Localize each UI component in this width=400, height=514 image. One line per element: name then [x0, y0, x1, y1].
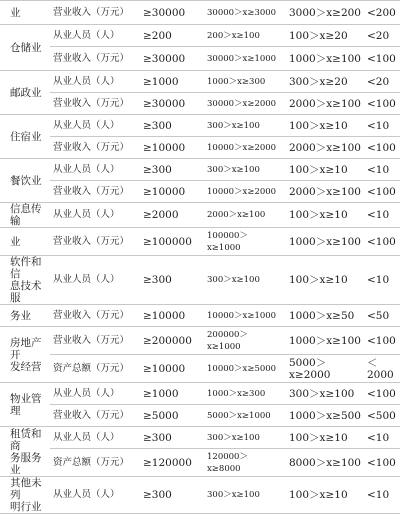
table-row — [0, 449, 400, 477]
large-threshold-cell: ≥30000 — [140, 47, 204, 71]
micro-threshold-cell: <100 — [364, 228, 400, 256]
large-threshold-cell: ≥300 — [140, 256, 204, 305]
small-range-cell: 100＞x≥10 — [286, 427, 364, 449]
small-range-cell: 5000＞ x≥2000 — [286, 355, 364, 383]
table-row — [0, 47, 400, 71]
indicator-cell: 营业收入（万元） — [50, 93, 140, 115]
medium-range-cell: 2000＞x≥100 — [204, 203, 286, 228]
small-range-cell: 1000＞x≥100 — [286, 47, 364, 71]
small-range-cell: 300＞x≥20 — [286, 71, 364, 93]
large-threshold-cell: ≥10000 — [140, 305, 204, 327]
indicator-cell: 资产总额（万元） — [50, 449, 140, 477]
large-threshold-cell: ≥200000 — [140, 327, 204, 355]
micro-threshold-cell: <100 — [364, 93, 400, 115]
large-threshold-cell: ≥5000 — [140, 405, 204, 427]
industry-cell: 租赁和商 务服务业 — [0, 427, 50, 477]
indicator-cell: 从业人员（人） — [50, 383, 140, 405]
medium-range-cell: 5000＞x≥1000 — [204, 405, 286, 427]
large-threshold-cell: ≥120000 — [140, 449, 204, 477]
medium-range-cell: 200＞x≥100 — [204, 25, 286, 47]
indicator-cell: 从业人员（人） — [50, 115, 140, 137]
industry-cell: 业 — [0, 1, 50, 25]
table-row — [0, 71, 400, 93]
small-range-cell: 2000＞x≥100 — [286, 181, 364, 203]
table-row — [0, 383, 400, 405]
table-row — [0, 228, 400, 256]
large-threshold-cell: ≥300 — [140, 159, 204, 181]
small-range-cell: 100＞x≥10 — [286, 477, 364, 514]
large-threshold-cell: ≥2000 — [140, 203, 204, 228]
table-row — [0, 1, 400, 25]
industry-cell: 住宿业 — [0, 115, 50, 159]
indicator-cell: 营业收入（万元） — [50, 228, 140, 256]
micro-threshold-cell: <10 — [364, 203, 400, 228]
medium-range-cell: 1000＞x≥300 — [204, 383, 286, 405]
medium-range-cell: 30000＞x≥2000 — [204, 93, 286, 115]
industry-cell: 房地产开 发经营 — [0, 327, 50, 383]
table-row — [0, 203, 400, 228]
industry-cell: 务业 — [0, 305, 50, 327]
large-threshold-cell: ≥10000 — [140, 355, 204, 383]
industry-cell: 物业管理 — [0, 383, 50, 427]
medium-range-cell: 300＞x≥100 — [204, 159, 286, 181]
indicator-cell: 资产总额（万元） — [50, 355, 140, 383]
table-row — [0, 305, 400, 327]
medium-range-cell: 30000＞x≥3000 — [204, 1, 286, 25]
small-range-cell: 2000＞x≥100 — [286, 93, 364, 115]
indicator-cell: 从业人员（人） — [50, 427, 140, 449]
indicator-cell: 营业收入（万元） — [50, 137, 140, 159]
micro-threshold-cell: ＜ 2000 — [364, 355, 400, 383]
table-row — [0, 181, 400, 203]
table-row — [0, 327, 400, 355]
table-body — [0, 1, 400, 514]
medium-range-cell: 120000＞ x≥8000 — [204, 449, 286, 477]
micro-threshold-cell: <20 — [364, 25, 400, 47]
table-row — [0, 159, 400, 181]
industry-cell: 邮政业 — [0, 71, 50, 115]
small-range-cell: 100＞x≥10 — [286, 115, 364, 137]
small-range-cell: 2000＞x≥100 — [286, 137, 364, 159]
micro-threshold-cell: <100 — [364, 181, 400, 203]
small-range-cell: 1000＞x≥100 — [286, 327, 364, 355]
medium-range-cell: 300＞x≥100 — [204, 477, 286, 514]
large-threshold-cell: ≥10000 — [140, 181, 204, 203]
table-row — [0, 25, 400, 47]
micro-threshold-cell: <100 — [364, 137, 400, 159]
large-threshold-cell: ≥1000 — [140, 71, 204, 93]
table-row — [0, 477, 400, 514]
table-row — [0, 405, 400, 427]
table-row — [0, 137, 400, 159]
industry-cell: 餐饮业 — [0, 159, 50, 203]
large-threshold-cell: ≥300 — [140, 477, 204, 514]
small-range-cell: 1000＞x≥50 — [286, 305, 364, 327]
large-threshold-cell: ≥30000 — [140, 93, 204, 115]
indicator-cell: 营业收入（万元） — [50, 1, 140, 25]
table-row — [0, 427, 400, 449]
industry-cell: 信息传输 — [0, 203, 50, 228]
table-row — [0, 355, 400, 383]
micro-threshold-cell: <20 — [364, 71, 400, 93]
large-threshold-cell: ≥30000 — [140, 1, 204, 25]
large-threshold-cell: ≥1000 — [140, 383, 204, 405]
small-range-cell: 100＞x≥10 — [286, 256, 364, 305]
medium-range-cell: 10000＞x≥2000 — [204, 181, 286, 203]
indicator-cell: 营业收入（万元） — [50, 181, 140, 203]
indicator-cell: 从业人员（人） — [50, 159, 140, 181]
indicator-cell: 从业人员（人） — [50, 25, 140, 47]
small-range-cell: 3000＞x≥200 — [286, 1, 364, 25]
small-range-cell: 1000＞x≥500 — [286, 405, 364, 427]
micro-threshold-cell: <10 — [364, 256, 400, 305]
micro-threshold-cell: <100 — [364, 383, 400, 405]
small-range-cell: 100＞x≥10 — [286, 203, 364, 228]
industry-cell: 软件和信 息技术服 — [0, 256, 50, 305]
micro-threshold-cell: <100 — [364, 47, 400, 71]
medium-range-cell: 300＞x≥100 — [204, 256, 286, 305]
indicator-cell: 从业人员（人） — [50, 256, 140, 305]
micro-threshold-cell: <100 — [364, 449, 400, 477]
indicator-cell: 营业收入（万元） — [50, 405, 140, 427]
micro-threshold-cell: <200 — [364, 1, 400, 25]
medium-range-cell: 10000＞x≥1000 — [204, 305, 286, 327]
medium-range-cell: 10000＞x≥5000 — [204, 355, 286, 383]
industry-cell: 其他未列 明行业 — [0, 477, 50, 514]
large-threshold-cell: ≥300 — [140, 115, 204, 137]
industry-cell: 业 — [0, 228, 50, 256]
medium-range-cell: 1000＞x≥300 — [204, 71, 286, 93]
medium-range-cell: 300＞x≥100 — [204, 115, 286, 137]
medium-range-cell: 100000＞ x≥1000 — [204, 228, 286, 256]
medium-range-cell: 30000＞x≥1000 — [204, 47, 286, 71]
table-row — [0, 93, 400, 115]
micro-threshold-cell: <50 — [364, 305, 400, 327]
indicator-cell: 从业人员（人） — [50, 477, 140, 514]
micro-threshold-cell: <10 — [364, 427, 400, 449]
medium-range-cell: 10000＞x≥2000 — [204, 137, 286, 159]
large-threshold-cell: ≥100000 — [140, 228, 204, 256]
large-threshold-cell: ≥200 — [140, 25, 204, 47]
micro-threshold-cell: <10 — [364, 115, 400, 137]
small-range-cell: 8000＞x≥100 — [286, 449, 364, 477]
large-threshold-cell: ≥300 — [140, 427, 204, 449]
indicator-cell: 营业收入（万元） — [50, 327, 140, 355]
micro-threshold-cell: <10 — [364, 159, 400, 181]
industry-cell: 仓储业 — [0, 25, 50, 71]
micro-threshold-cell: <10 — [364, 477, 400, 514]
micro-threshold-cell: <100 — [364, 327, 400, 355]
micro-threshold-cell: <500 — [364, 405, 400, 427]
indicator-cell: 从业人员（人） — [50, 71, 140, 93]
table-row — [0, 115, 400, 137]
small-range-cell: 300＞x≥100 — [286, 383, 364, 405]
small-range-cell: 100＞x≥20 — [286, 25, 364, 47]
small-range-cell: 1000＞x≥100 — [286, 228, 364, 256]
indicator-cell: 营业收入（万元） — [50, 47, 140, 71]
indicator-cell: 从业人员（人） — [50, 203, 140, 228]
medium-range-cell: 200000＞ x≥1000 — [204, 327, 286, 355]
table-row — [0, 256, 400, 305]
small-range-cell: 100＞x≥10 — [286, 159, 364, 181]
large-threshold-cell: ≥10000 — [140, 137, 204, 159]
medium-range-cell: 300＞x≥100 — [204, 427, 286, 449]
indicator-cell: 营业收入（万元） — [50, 305, 140, 327]
